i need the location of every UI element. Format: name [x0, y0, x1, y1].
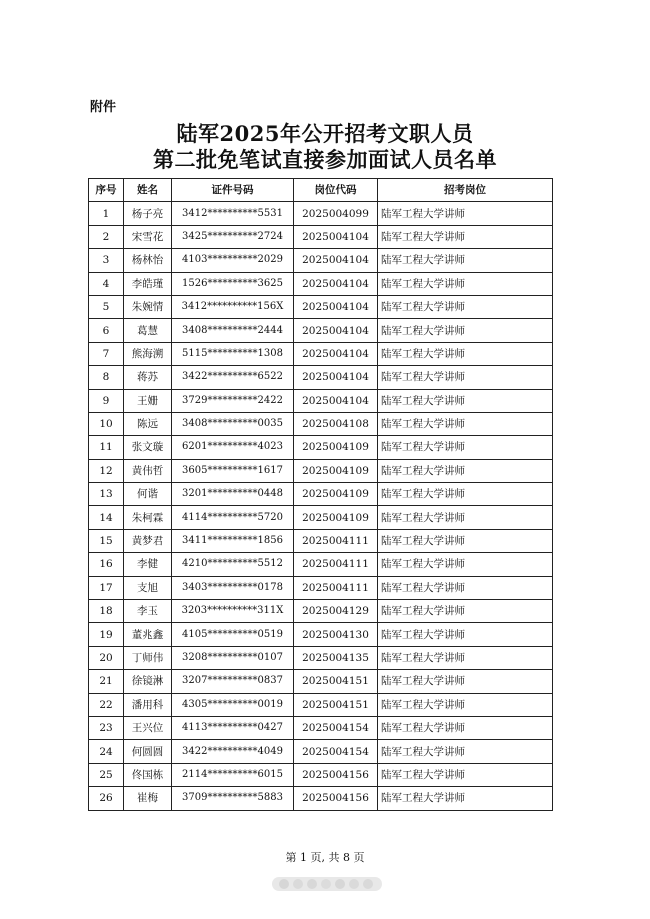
cell-position: 陆军工程大学讲师 [378, 600, 553, 623]
cell-index: 21 [89, 670, 124, 693]
cell-index: 4 [89, 272, 124, 295]
cell-name: 黄伟哲 [124, 459, 172, 482]
cell-position: 陆军工程大学讲师 [378, 553, 553, 576]
table-row [89, 319, 553, 342]
document-title-line-2: 第二批免笔试直接参加面试人员名单 [153, 147, 497, 172]
cell-position-code: 2025004104 [294, 249, 378, 272]
cell-index: 5 [89, 295, 124, 318]
cell-position: 陆军工程大学讲师 [378, 693, 553, 716]
cell-name: 宋雪花 [124, 225, 172, 248]
cell-position: 陆军工程大学讲师 [378, 342, 553, 365]
cell-position-code: 2025004109 [294, 506, 378, 529]
cell-name: 李健 [124, 553, 172, 576]
cell-position-code: 2025004154 [294, 716, 378, 739]
cell-name: 杨子亮 [124, 202, 172, 225]
candidate-table [88, 178, 553, 811]
cell-index: 12 [89, 459, 124, 482]
cell-id-number: 4305**********0019 [172, 693, 294, 716]
cell-position-code: 2025004104 [294, 295, 378, 318]
cell-id-number: 3412**********156X [172, 295, 294, 318]
cell-position-code: 2025004135 [294, 646, 378, 669]
cell-name: 李玉 [124, 600, 172, 623]
table-row [89, 295, 553, 318]
cell-name: 朱婉情 [124, 295, 172, 318]
table-row [89, 412, 553, 435]
table-row [89, 202, 553, 225]
cell-id-number: 4210**********5512 [172, 553, 294, 576]
cell-position: 陆军工程大学讲师 [378, 576, 553, 599]
cell-name: 丁师伟 [124, 646, 172, 669]
cell-id-number: 4103**********2029 [172, 249, 294, 272]
cell-index: 8 [89, 366, 124, 389]
cell-index: 15 [89, 529, 124, 552]
cell-index: 16 [89, 553, 124, 576]
cell-position: 陆军工程大学讲师 [378, 716, 553, 739]
cell-position-code: 2025004104 [294, 225, 378, 248]
cell-name: 杨林怡 [124, 249, 172, 272]
cell-position: 陆军工程大学讲师 [378, 670, 553, 693]
cell-name: 黄梦君 [124, 529, 172, 552]
cell-index: 18 [89, 600, 124, 623]
cell-index: 11 [89, 436, 124, 459]
cell-id-number: 6201**********4023 [172, 436, 294, 459]
cell-id-number: 3605**********1617 [172, 459, 294, 482]
table-row [89, 576, 553, 599]
cell-name: 崔梅 [124, 787, 172, 810]
cell-index: 17 [89, 576, 124, 599]
cell-position: 陆军工程大学讲师 [378, 202, 553, 225]
cell-index: 6 [89, 319, 124, 342]
cell-position: 陆军工程大学讲师 [378, 646, 553, 669]
column-header-id-number: 证件号码 [172, 179, 294, 202]
cell-position-code: 2025004154 [294, 740, 378, 763]
cell-index: 26 [89, 787, 124, 810]
cell-position-code: 2025004130 [294, 623, 378, 646]
column-header-name: 姓名 [124, 179, 172, 202]
cell-index: 20 [89, 646, 124, 669]
cell-id-number: 3403**********0178 [172, 576, 294, 599]
cell-id-number: 3425**********2724 [172, 225, 294, 248]
cell-position: 陆军工程大学讲师 [378, 740, 553, 763]
cell-position: 陆军工程大学讲师 [378, 623, 553, 646]
cell-id-number: 3201**********0448 [172, 483, 294, 506]
cell-position: 陆军工程大学讲师 [378, 483, 553, 506]
cell-id-number: 3203**********311X [172, 600, 294, 623]
cell-position: 陆军工程大学讲师 [378, 249, 553, 272]
cell-id-number: 3422**********4049 [172, 740, 294, 763]
table-row [89, 506, 553, 529]
cell-position-code: 2025004109 [294, 483, 378, 506]
cell-position-code: 2025004151 [294, 693, 378, 716]
cell-id-number: 3422**********6522 [172, 366, 294, 389]
table-row [89, 389, 553, 412]
cell-name: 潘用科 [124, 693, 172, 716]
cell-name: 朱柯霖 [124, 506, 172, 529]
table-row [89, 342, 553, 365]
attachment-label: 附件 [90, 100, 117, 115]
table-header-row [89, 179, 553, 202]
cell-position-code: 2025004104 [294, 272, 378, 295]
cell-index: 23 [89, 716, 124, 739]
table-row [89, 249, 553, 272]
cell-id-number: 3411**********1856 [172, 529, 294, 552]
cell-id-number: 5115**********1308 [172, 342, 294, 365]
cell-position: 陆军工程大学讲师 [378, 763, 553, 786]
page-number: 第 1 页, 共 8 页 [285, 851, 365, 864]
cell-position: 陆军工程大学讲师 [378, 506, 553, 529]
cell-position: 陆军工程大学讲师 [378, 436, 553, 459]
cell-index: 25 [89, 763, 124, 786]
cell-position: 陆军工程大学讲师 [378, 529, 553, 552]
cell-name: 陈远 [124, 412, 172, 435]
column-header-index: 序号 [89, 179, 124, 202]
cell-name: 徐镜淋 [124, 670, 172, 693]
cell-id-number: 1526**********3625 [172, 272, 294, 295]
cell-name: 蒋苏 [124, 366, 172, 389]
cell-name: 王姗 [124, 389, 172, 412]
cell-index: 3 [89, 249, 124, 272]
cell-id-number: 4105**********0519 [172, 623, 294, 646]
cell-name: 董兆鑫 [124, 623, 172, 646]
cell-id-number: 3207**********0837 [172, 670, 294, 693]
cell-index: 10 [89, 412, 124, 435]
cell-position-code: 2025004111 [294, 553, 378, 576]
cell-position-code: 2025004108 [294, 412, 378, 435]
table-row [89, 459, 553, 482]
cell-name: 李皓瑾 [124, 272, 172, 295]
table-row [89, 272, 553, 295]
table-row [89, 716, 553, 739]
cell-position-code: 2025004109 [294, 459, 378, 482]
table-body [89, 202, 553, 810]
table-row [89, 366, 553, 389]
cell-id-number: 3729**********2422 [172, 389, 294, 412]
cell-position-code: 2025004156 [294, 787, 378, 810]
table-row [89, 623, 553, 646]
table-row [89, 693, 553, 716]
cell-index: 19 [89, 623, 124, 646]
cell-name: 王兴位 [124, 716, 172, 739]
cell-index: 1 [89, 202, 124, 225]
cell-id-number: 3709**********5883 [172, 787, 294, 810]
table-row [89, 436, 553, 459]
cell-position-code: 2025004109 [294, 436, 378, 459]
cell-name: 葛慧 [124, 319, 172, 342]
table-row [89, 529, 553, 552]
cell-index: 22 [89, 693, 124, 716]
cell-position: 陆军工程大学讲师 [378, 272, 553, 295]
table-row [89, 740, 553, 763]
cell-position-code: 2025004129 [294, 600, 378, 623]
cell-position: 陆军工程大学讲师 [378, 319, 553, 342]
cell-position: 陆军工程大学讲师 [378, 787, 553, 810]
cell-index: 7 [89, 342, 124, 365]
table-row [89, 553, 553, 576]
cell-position: 陆军工程大学讲师 [378, 366, 553, 389]
cell-position: 陆军工程大学讲师 [378, 389, 553, 412]
cell-position-code: 2025004151 [294, 670, 378, 693]
cell-name: 何谐 [124, 483, 172, 506]
cell-position-code: 2025004156 [294, 763, 378, 786]
cell-position-code: 2025004104 [294, 366, 378, 389]
cell-id-number: 4113**********0427 [172, 716, 294, 739]
cell-id-number: 2114**********6015 [172, 763, 294, 786]
cell-index: 2 [89, 225, 124, 248]
cell-name: 佟国栋 [124, 763, 172, 786]
table-row [89, 763, 553, 786]
cell-id-number: 3412**********5531 [172, 202, 294, 225]
table-row [89, 670, 553, 693]
cell-id-number: 3208**********0107 [172, 646, 294, 669]
document-title-line-1: 陆军2025年公开招考文职人员 [176, 121, 474, 146]
cell-position-code: 2025004104 [294, 342, 378, 365]
cell-index: 13 [89, 483, 124, 506]
table-row [89, 225, 553, 248]
cell-position: 陆军工程大学讲师 [378, 412, 553, 435]
cell-position: 陆军工程大学讲师 [378, 225, 553, 248]
table-row [89, 483, 553, 506]
cell-position-code: 2025004111 [294, 529, 378, 552]
cell-index: 9 [89, 389, 124, 412]
cell-id-number: 4114**********5720 [172, 506, 294, 529]
column-header-position-code: 岗位代码 [294, 179, 378, 202]
cell-position-code: 2025004104 [294, 389, 378, 412]
cell-position-code: 2025004104 [294, 319, 378, 342]
table-row [89, 646, 553, 669]
cell-name: 熊海溯 [124, 342, 172, 365]
cell-name: 何圆圆 [124, 740, 172, 763]
watermark-blur [272, 873, 382, 895]
cell-position-code: 2025004111 [294, 576, 378, 599]
cell-position: 陆军工程大学讲师 [378, 295, 553, 318]
table-row [89, 787, 553, 810]
cell-position-code: 2025004099 [294, 202, 378, 225]
cell-index: 14 [89, 506, 124, 529]
cell-name: 张文璇 [124, 436, 172, 459]
cell-id-number: 3408**********0035 [172, 412, 294, 435]
cell-position: 陆军工程大学讲师 [378, 459, 553, 482]
cell-id-number: 3408**********2444 [172, 319, 294, 342]
cell-index: 24 [89, 740, 124, 763]
cell-name: 支旭 [124, 576, 172, 599]
table-row [89, 600, 553, 623]
column-header-position: 招考岗位 [378, 179, 553, 202]
